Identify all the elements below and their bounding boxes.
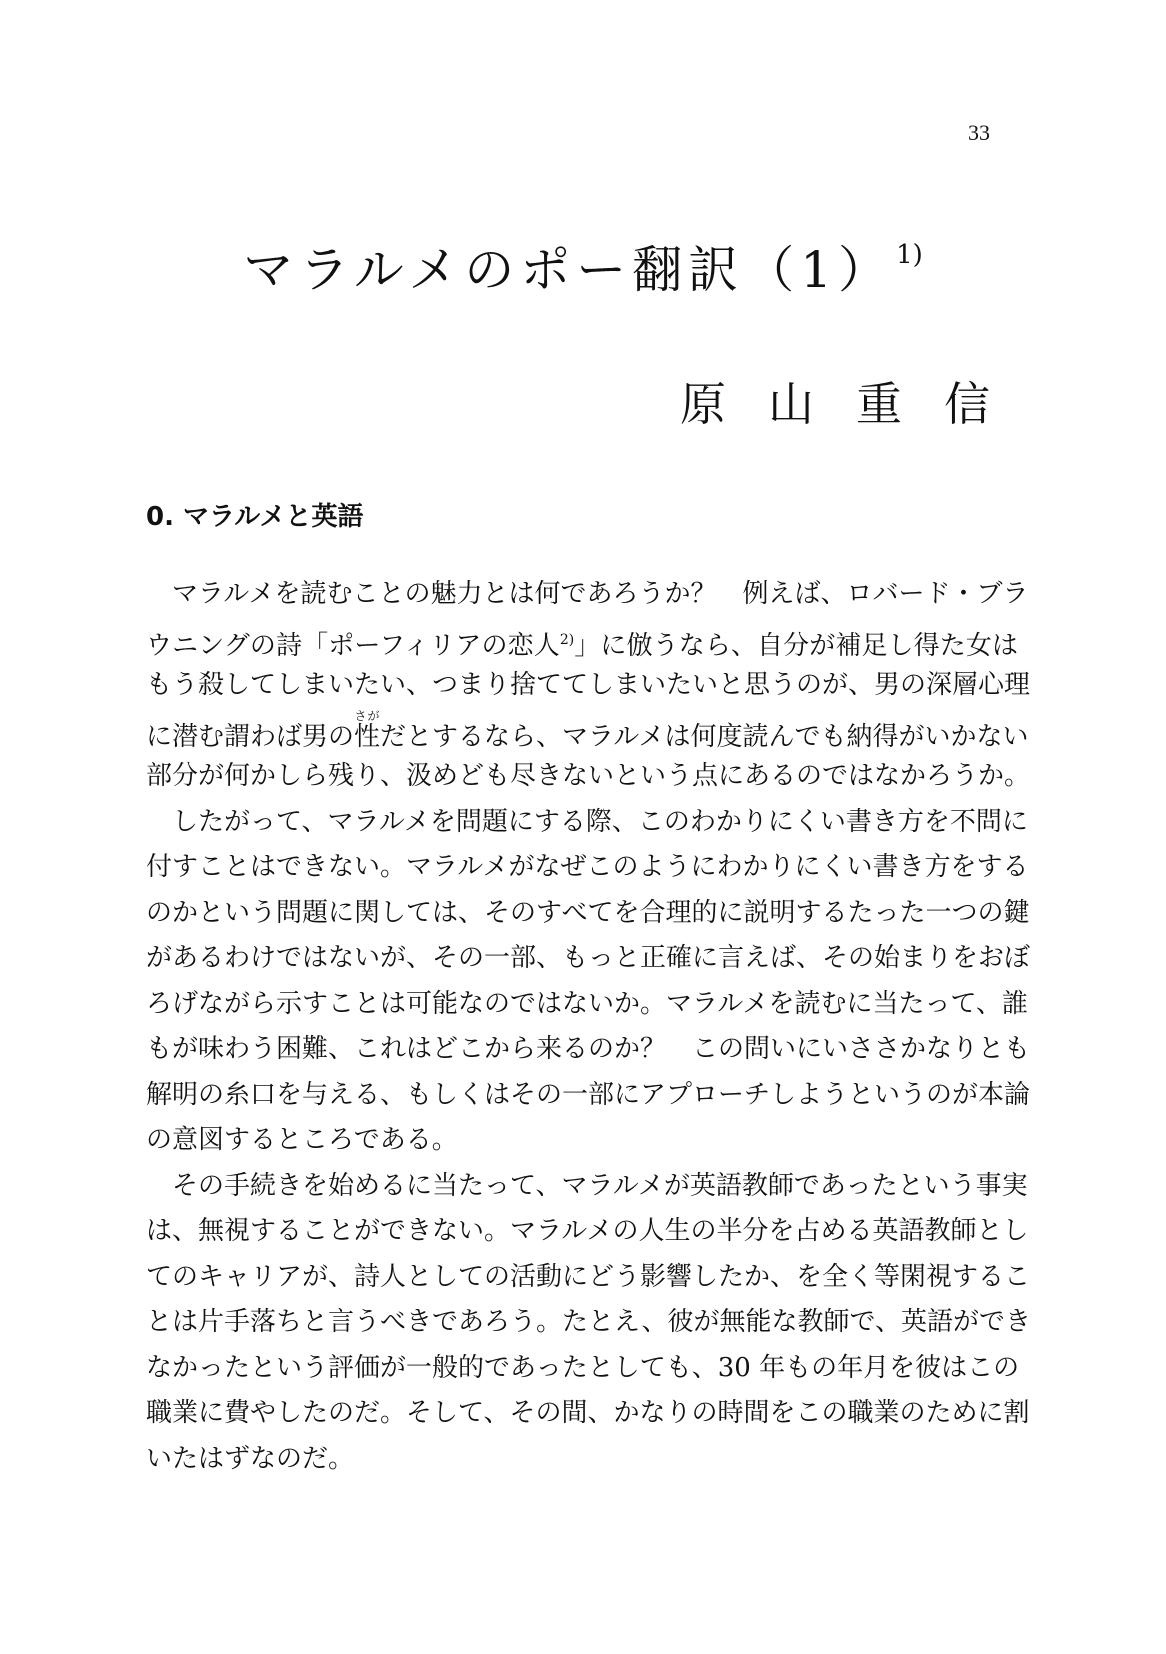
text-line-content: に潜む謂わば男の xyxy=(146,721,355,752)
text-line-content: その手続きを始めるに当たって、マラルメが英語教師であったという事実 xyxy=(172,1170,1028,1201)
author-name xyxy=(680,368,990,434)
text-line: の意図するところである。 xyxy=(146,1125,458,1155)
text-line: があるわけではないが、その一部、もっと正確に言えば、その始まりをおぼ xyxy=(146,943,1031,973)
text-line xyxy=(146,1164,1028,1210)
title-footnote-mark[interactable]: 1) xyxy=(896,240,923,270)
text-line: 職業に費やしたのだ。そして、その間、かなりの時間をこの職業のために割 xyxy=(146,1398,1030,1428)
text-line: 付すことはできない。マラルメがなぜこのようにわかりにくい書き方をする xyxy=(146,852,1029,882)
ruby-annotation xyxy=(354,708,381,752)
author-char: 信 xyxy=(944,377,990,431)
footnote-mark[interactable]: 2) xyxy=(559,631,575,648)
text-line-content: ウニングの詩「ポーフィリアの恋人 xyxy=(146,630,560,661)
text-line: とは片手落ちと言うべきであろう。たとえ、彼が無能な教師で、英語ができ xyxy=(146,1307,1032,1337)
text-line: 解明の糸口を与える、もしくはその一部にアプローチしようというのが本論 xyxy=(146,1079,1031,1110)
page-number: 33 xyxy=(968,120,990,145)
text-line: のかという問題に関しては、そのすべてを合理的に説明するたった一つの鍵 xyxy=(146,897,1030,928)
text-line: ろげながら示すことは可能なのではないか。マラルメを読むに当たって、誰 xyxy=(146,988,1028,1019)
text-line-content: マラルメを読むことの魅力とは何であろうか？ 例えば、ロバード・ブラ xyxy=(172,579,1029,609)
author-char: 山 xyxy=(768,377,814,431)
text-line: は、無視することができない。マラルメの人生の半分を占める英語教師とし xyxy=(146,1216,1029,1246)
ruby-base: 性 xyxy=(354,721,381,752)
body-text xyxy=(146,572,1032,1482)
ruby-reading: さが xyxy=(354,708,381,723)
text-line: てのキャリアが、詩人としての活動にどう影響したか、を全く等閑視するこ xyxy=(146,1261,1031,1292)
article-title-text: マラルメのポー翻訳（1） xyxy=(243,241,895,299)
author-char: 重 xyxy=(856,377,902,431)
text-line xyxy=(146,618,1018,664)
text-line-content: したがって、マラルメを問題にする際、このわかりにくい書き方を不問に xyxy=(172,806,1028,837)
text-line xyxy=(146,800,1028,846)
text-line xyxy=(146,708,1029,755)
text-line: いたはずなのだ。 xyxy=(146,1443,355,1474)
text-line: 部分が何かしら残り、汲めども尽きないという点にあるのではなかろうか。 xyxy=(146,761,1031,791)
text-line xyxy=(146,572,1029,618)
text-line: なかったという評価が一般的であったとしても、30 年もの年月を彼はこの xyxy=(146,1352,1020,1383)
author-char: 原 xyxy=(680,377,726,431)
section-heading: 0. マラルメと英語 xyxy=(146,502,364,532)
text-line: もう殺してしまいたい、つまり捨ててしまいたいと思うのが、男の深層心理 xyxy=(146,670,1031,700)
text-line-content: だとするなら、マラルメは何度読んでも納得がいかない xyxy=(380,721,1029,752)
article-title xyxy=(0,230,1166,302)
text-line-content: 」に倣うなら、自分が補足し得た女は xyxy=(574,630,1018,661)
text-line: もが味わう困難、これはどこから来るのか？ この問いにいささかなりとも xyxy=(146,1034,1031,1064)
